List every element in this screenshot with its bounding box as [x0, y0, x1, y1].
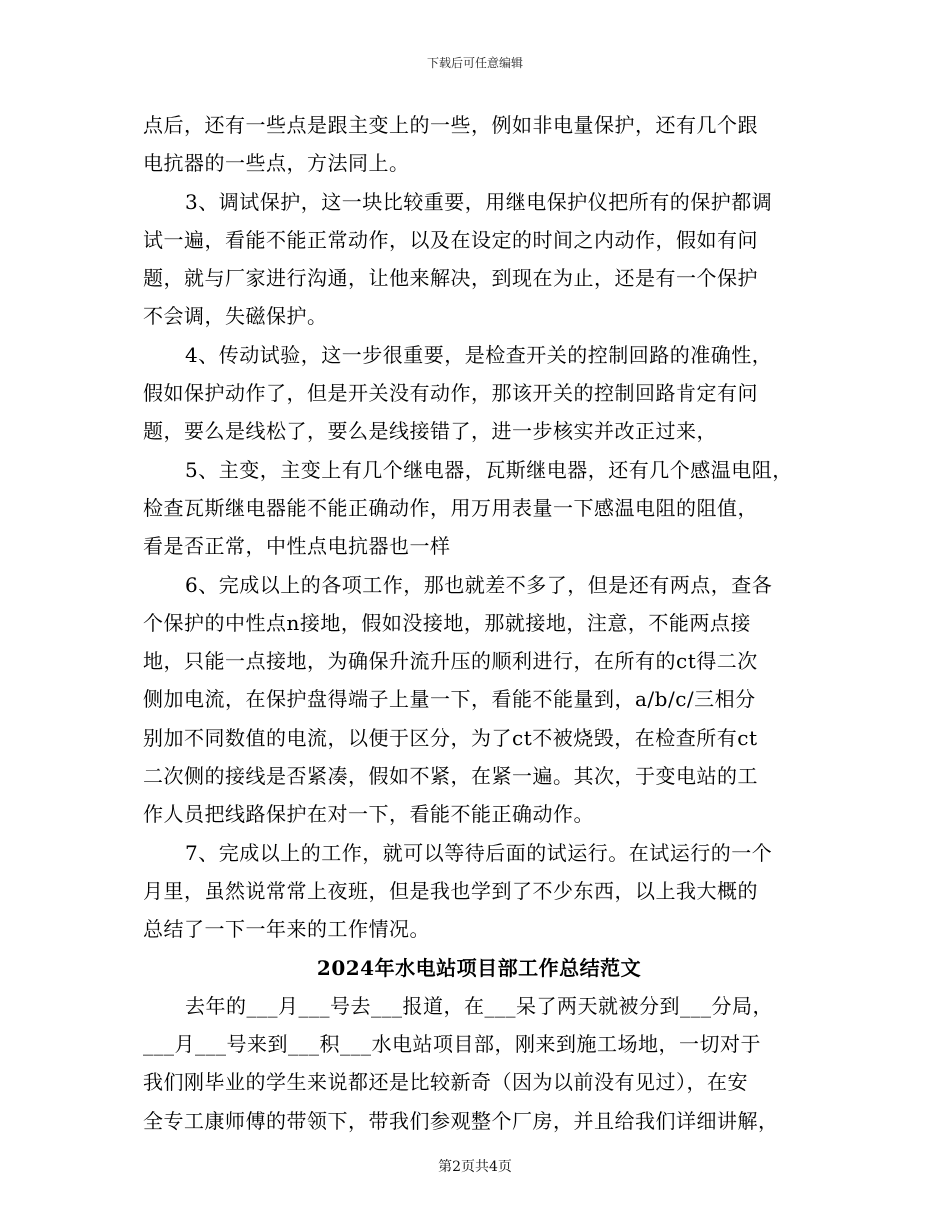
- text-line: 作人员把线路保护在对一下，看能不能正确动作。: [143, 802, 594, 827]
- text-line: 试一遍，看能不能正常动作，以及在设定的时间之内动作，假如有问: [143, 227, 758, 252]
- text-line: 题，要么是线松了，要么是线接错了，进一步核实并改正过来，: [143, 419, 717, 444]
- text-line: 二次侧的接线是否紧凑，假如不紧，在紧一遍。其次，于变电站的工: [143, 764, 758, 789]
- text-line: 不会调，失磁保护。: [143, 304, 328, 329]
- page-header-note: 下载后可任意编辑: [426, 56, 523, 70]
- text-line: 总结了一下一年来的工作情况。: [143, 917, 430, 942]
- section-title: 2024年水电站项目部工作总结范文: [316, 955, 642, 980]
- text-line: 侧加电流，在保护盘得端子上量一下，看能不能量到，a/b/c/三相分: [143, 687, 756, 712]
- text-line: 别加不同数值的电流，以便于区分，为了ct不被烧毁，在检查所有ct: [143, 725, 758, 750]
- text-line: 个保护的中性点n接地，假如没接地，那就接地，注意，不能两点接: [143, 610, 751, 635]
- text-line: 假如保护动作了，但是开关没有动作，那该开关的控制回路肯定有问: [143, 381, 758, 406]
- text-line: 检查瓦斯继电器能不能正确动作，用万用表量一下感温电阻的阻值，: [143, 495, 758, 520]
- text-line: 我们刚毕业的学生来说都还是比较新奇（因为以前没有见过），在安: [143, 1070, 748, 1095]
- paragraph-start-line: 5、主变，主变上有几个继电器，瓦斯继电器，还有几个感温电阻，: [185, 457, 793, 482]
- document-body: [143, 106, 815, 1140]
- text-line: 题，就与厂家进行沟通，让他来解决，到现在为止，还是有一个保护: [143, 266, 758, 291]
- text-line: 看是否正常，中性点电抗器也一样: [143, 534, 451, 559]
- paragraph-start-line: 6、完成以上的各项工作，那也就差不多了，但是还有两点，查各: [185, 572, 773, 597]
- paragraph-start-line: 7、完成以上的工作，就可以等待后面的试运行。在试运行的一个: [185, 840, 773, 865]
- text-line: 电抗器的一些点，方法同上。: [143, 151, 410, 176]
- text-line: 点后，还有一些点是跟主变上的一些，例如非电量保护，还有几个跟: [143, 113, 758, 137]
- paragraph-start-line: 4、传动试验，这一步很重要，是检查开关的控制回路的准确性，: [185, 342, 773, 367]
- paragraph-start-line: 去年的___月___号去___报道，在___呆了两天就被分到___分局，: [185, 993, 773, 1018]
- text-line: ___月___号来到___积___水电站项目部，刚来到施工场地，一切对于: [143, 1032, 761, 1057]
- text-line: 全专工康师傅的带领下，带我们参观整个厂房，并且给我们详细讲解，: [143, 1108, 779, 1133]
- text-line: 月里，虽然说常常上夜班，但是我也学到了不少东西，以上我大概的: [143, 878, 758, 903]
- text-line: 地，只能一点接地，为确保升流升压的顺利进行，在所有的ct得二次: [143, 649, 758, 674]
- page-number: 第2页共4页: [438, 1159, 512, 1175]
- paragraph-start-line: 3、调试保护，这一块比较重要，用继电保护仪把所有的保护都调: [185, 189, 773, 214]
